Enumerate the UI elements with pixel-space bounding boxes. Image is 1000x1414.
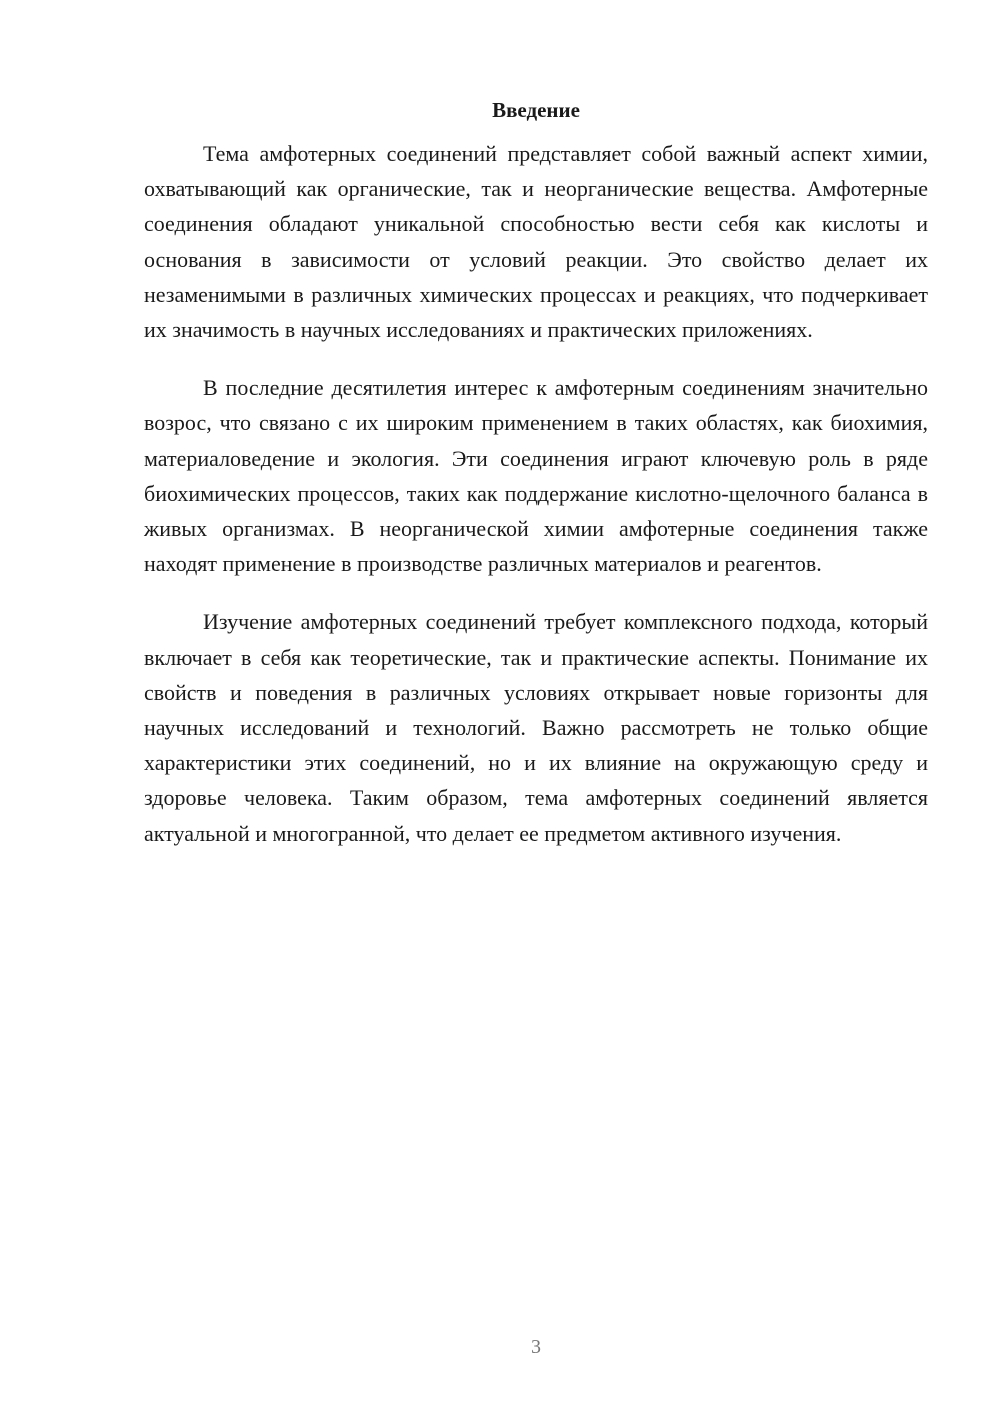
paragraph-study: Изучение амфотерных соединений требует комплексного подхода, который включает в себя как теоретические, так и практические аспекты. Понимание их свойств и поведения в различных условиях открывает новые горизонты для научных исследований и технологий. Важно рассмотреть не только общие характеристики этих соединений, но и их влияние на окружающую среду и здоровье человека. Таким образом, тема амфотерных соединений является актуальной и многогранной, что делает ее предметом активного изучения. — [144, 609, 928, 846]
page-number: 3 — [531, 1336, 541, 1358]
page-content — [144, 96, 928, 874]
paragraph-applications: В последние десятилетия интерес к амфотерным соединениям значительно возрос, что связано с их широким применением в таких областях, как биохимия, материаловедение и экология. Эти соединения играют ключевую роль в ряде биохимических процессов, таких как поддержание кислотно-щелочного баланса в живых организмах. В неорганической химии амфотерные соединения также находят применение в производстве различных материалов и реагентов. — [144, 375, 928, 577]
section-title: Введение — [492, 98, 580, 122]
paragraph-intro: Тема амфотерных соединений представляет собой важный аспект химии, охватывающий как органические, так и неорганические вещества. Амфотерные соединения обладают уникальной способностью вести себя как кислоты и основания в зависимости от условий реакции. Это свойство делает их незаменимыми в различных химических процессах и реакциях, что подчеркивает их значимость в научных исследованиях и практических приложениях. — [144, 141, 928, 343]
